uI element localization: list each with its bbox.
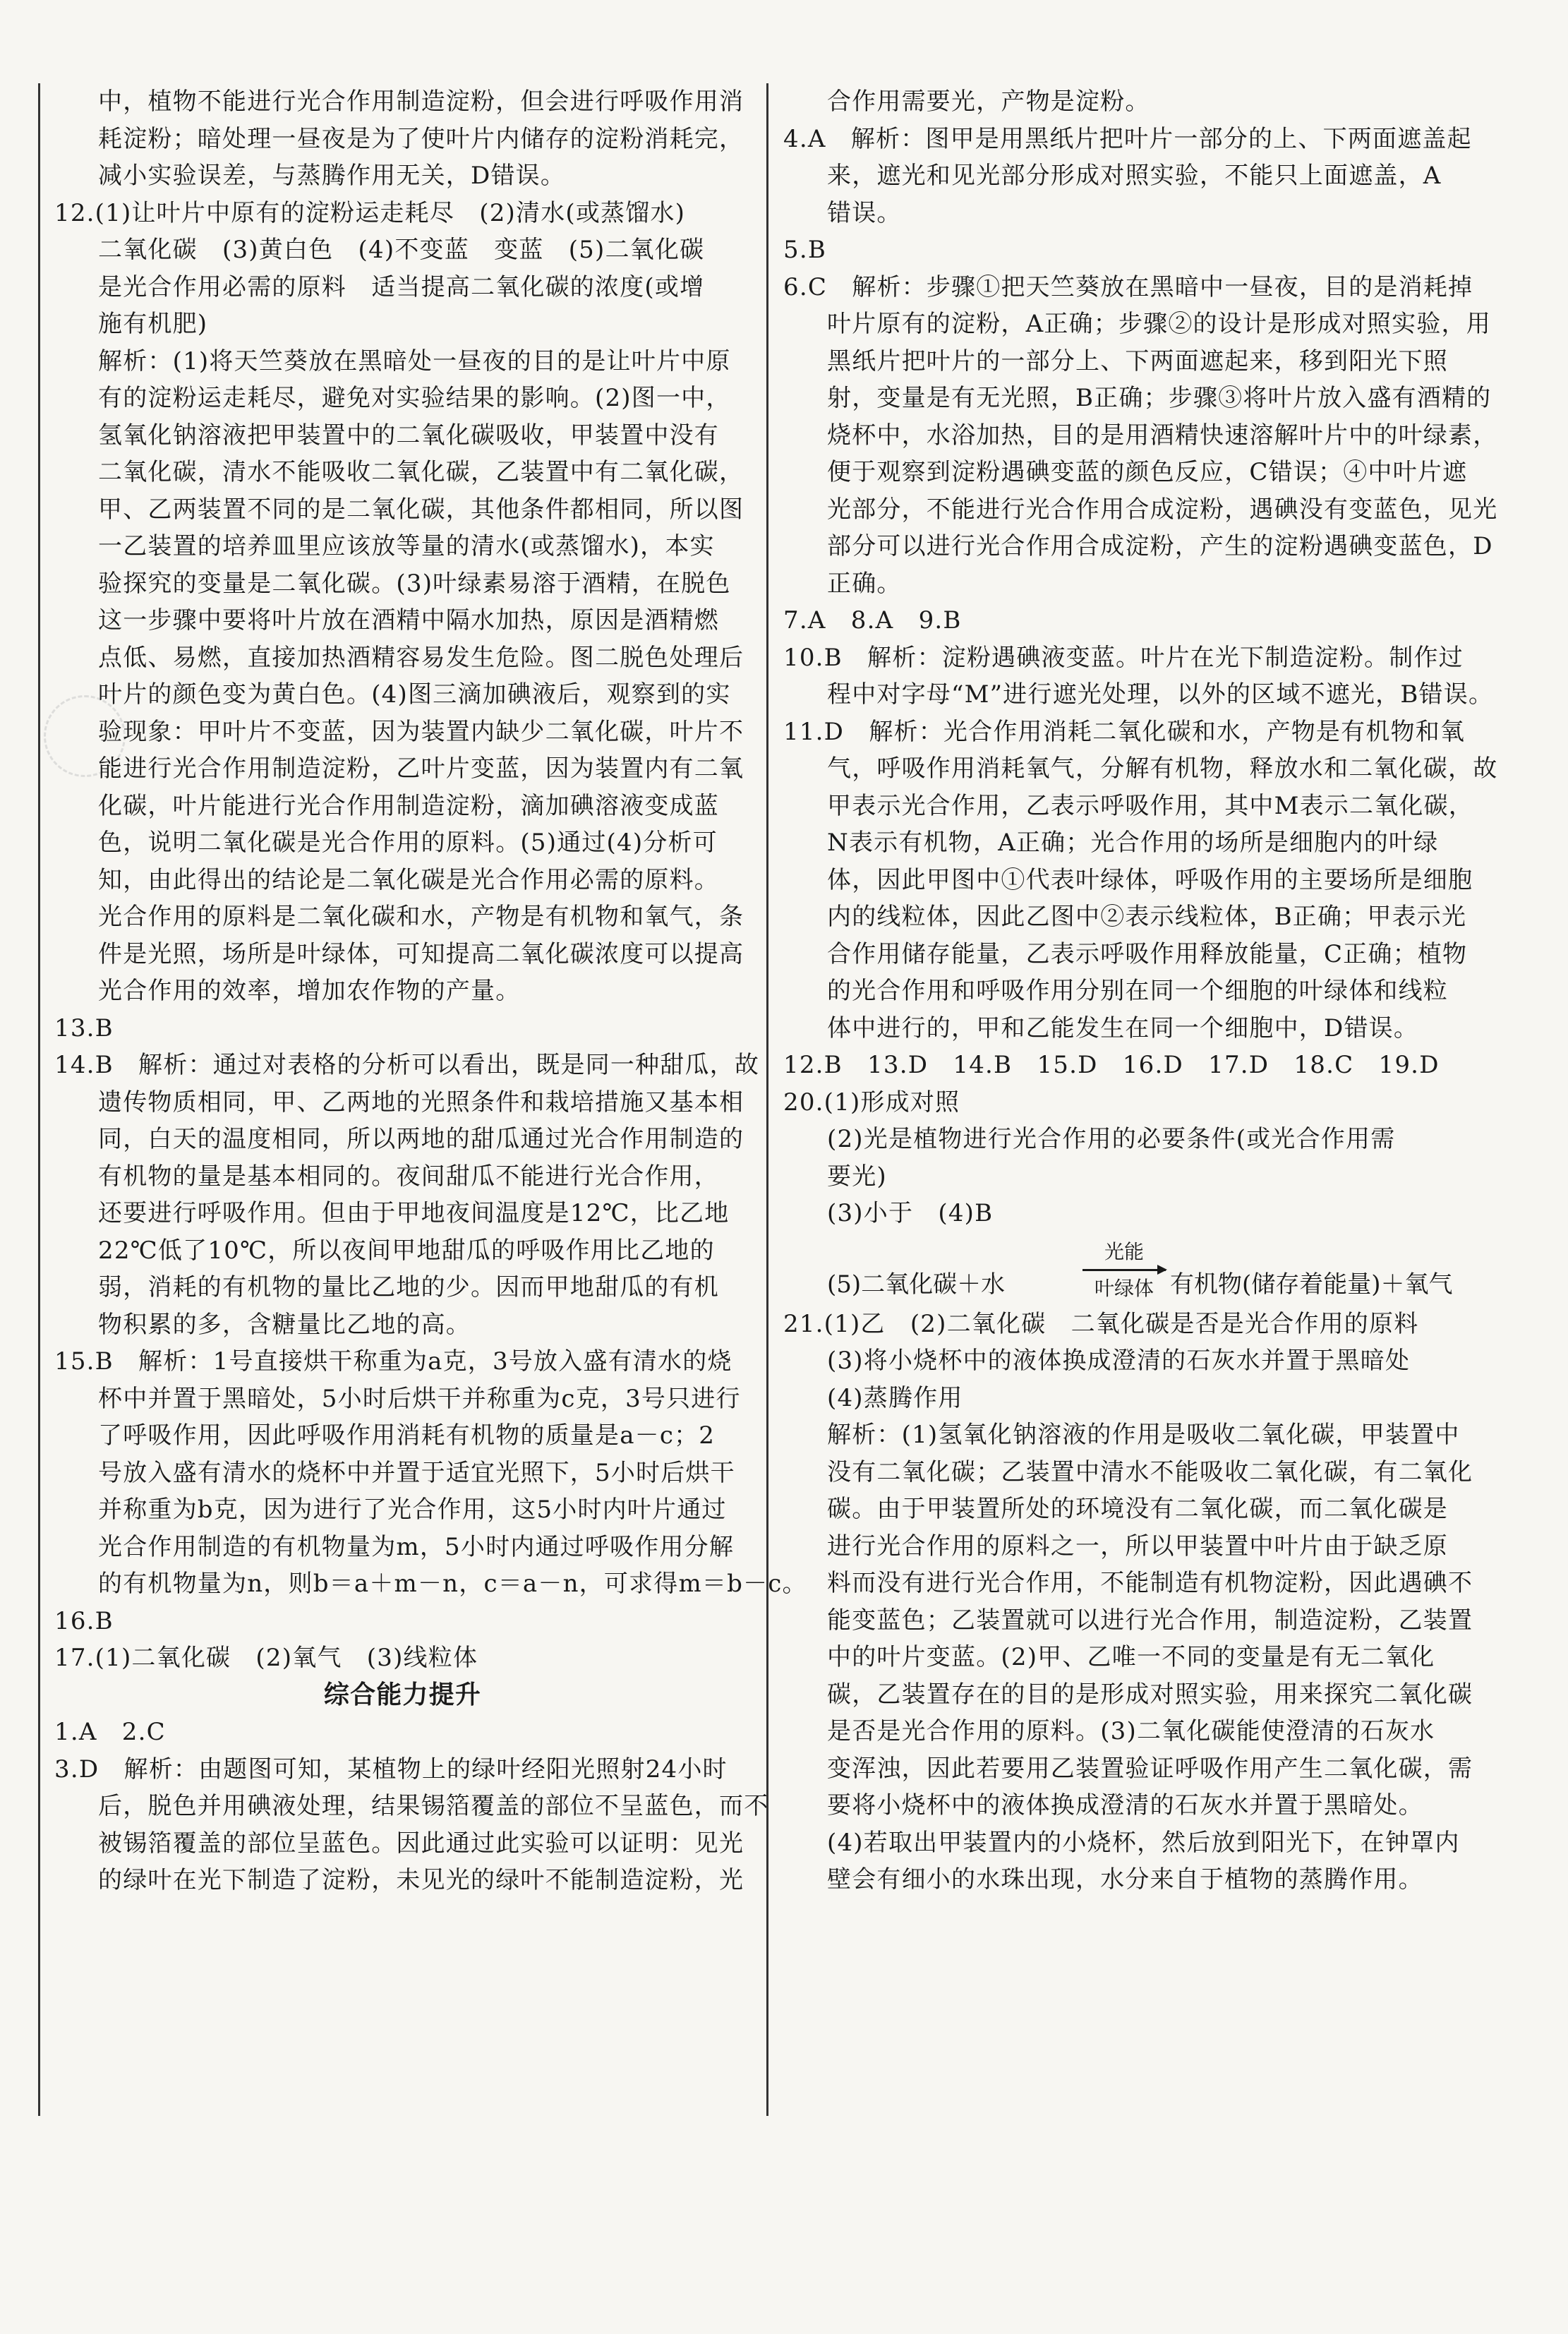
text-line: 壁会有细小的水珠出现，水分来自于植物的蒸腾作用。	[827, 1865, 1423, 1894]
text-line: 光合作用的效率，增加农作物的产量。	[98, 977, 521, 1005]
text-line: 还要进行呼吸作用。但由于甲地夜间温度是12℃，比乙地	[98, 1199, 730, 1227]
answer-15: 15.B 解析：1号直接烘干称重为a克，3号放入盛有清水的烧	[54, 1347, 732, 1376]
text-line: (4)若取出甲装置内的小烧杯，然后放到阳光下，在钟罩内	[827, 1828, 1460, 1857]
text-line: 错误。	[827, 198, 902, 227]
answer-12: 12.(1)让叶片中原有的淀粉运走耗尽 (2)清水(或蒸馏水)	[54, 198, 686, 227]
text-line: 减小实验误差，与蒸腾作用无关，D错误。	[98, 162, 566, 190]
text-line: 射，变量是有无光照，B正确；步骤③将叶片放入盛有酒精的	[827, 384, 1492, 412]
text-line: 进行光合作用的原料之一，所以甲装置中叶片由于缺乏原	[827, 1532, 1448, 1560]
explanation-21: 解析：(1)氢氧化钠溶液的作用是吸收二氧化碳，甲装置中	[827, 1421, 1460, 1449]
answer-7-9: 7.A 8.A 9.B	[783, 606, 962, 634]
text-line: 验现象：甲叶片不变蓝，因为装置内缺少二氧化碳，叶片不	[98, 717, 744, 746]
text-line: 黑纸片把叶片的一部分上、下两面遮起来，移到阳光下照	[827, 347, 1448, 375]
text-line: 部分可以进行光合作用合成淀粉，产生的淀粉遇碘变蓝色，D	[827, 532, 1493, 560]
photosynthesis-equation	[783, 1232, 1489, 1306]
text-line: 要光)	[827, 1162, 887, 1191]
text-line: (4)蒸腾作用	[827, 1383, 963, 1412]
answer-10: 10.B 解析：淀粉遇碘液变蓝。叶片在光下制造淀粉。制作过	[783, 643, 1464, 672]
text-line: 是光合作用必需的原料 适当提高二氧化碳的浓度(或增	[98, 272, 705, 301]
text-line: 碳，乙装置存在的目的是形成对照实验，用来探究二氧化碳	[827, 1680, 1473, 1709]
text-line: 体，因此甲图中①代表叶绿体，呼吸作用的主要场所是细胞	[827, 865, 1473, 894]
answer-11: 11.D 解析：光合作用消耗二氧化碳和水，产物是有机物和氧	[783, 717, 1466, 746]
answer-4: 4.A 解析：图甲是用黑纸片把叶片一部分的上、下两面遮盖起	[783, 124, 1472, 153]
text-line: 来，遮光和见光部分形成对照实验，不能只上面遮盖，A	[827, 162, 1442, 190]
arrow-icon	[1082, 1269, 1166, 1271]
text-line: 程中对字母“M”进行遮光处理，以外的区域不遮光，B错误。	[827, 680, 1494, 709]
text-line: 耗淀粉；暗处理一昼夜是为了使叶片内储存的淀粉消耗完，	[98, 124, 744, 153]
text-line: 正确。	[827, 569, 902, 598]
answer-13: 13.B	[54, 1013, 114, 1042]
text-line: 变浑浊，因此若要用乙装置验证呼吸作用产生二氧化碳，需	[827, 1754, 1473, 1783]
explanation-12: 解析：(1)将天竺葵放在黑暗处一昼夜的目的是让叶片中原	[98, 347, 731, 375]
text-line: 物积累的多，含糖量比乙地的高。	[98, 1310, 471, 1339]
text-line: 体中进行的，甲和乙能发生在同一个细胞中，D错误。	[827, 1013, 1419, 1042]
text-line: 甲表示光合作用，乙表示呼吸作用，其中M表示二氧化碳，	[827, 791, 1474, 820]
equation-products: 有机物(储存着能量)＋氧气	[1170, 1270, 1453, 1299]
answer-1-2: 1.A 2.C	[54, 1718, 166, 1746]
text-line: 了呼吸作用，因此呼吸作用消耗有机物的质量是a－c；2	[98, 1421, 716, 1450]
text-line: 便于观察到淀粉遇碘变蓝的颜色反应，C错误；④中叶片遮	[827, 458, 1468, 486]
text-line: 22℃低了10℃，所以夜间甲地甜瓜的呼吸作用比乙地的	[98, 1236, 715, 1265]
answer-3: 3.D 解析：由题图可知，某植物上的绿叶经阳光照射24小时	[54, 1755, 728, 1783]
text-line: 要将小烧杯中的液体换成澄清的石灰水并置于黑暗处。	[827, 1791, 1423, 1819]
text-line: 一乙装置的培养皿里应该放等量的清水(或蒸馏水)，本实	[98, 532, 715, 560]
answer-12-19: 12.B 13.D 14.B 15.D 16.D 17.D 18.C 19.D	[783, 1051, 1440, 1079]
answer-17: 17.(1)二氧化碳 (2)氧气 (3)线粒体	[54, 1644, 478, 1672]
text-line: (3)将小烧杯中的液体换成澄清的石灰水并置于黑暗处	[827, 1347, 1411, 1375]
text-line: 氢氧化钠溶液把甲装置中的二氧化碳吸收，甲装置中没有	[98, 421, 719, 450]
text-line: 气，呼吸作用消耗氧气，分解有机物，释放水和二氧化碳，故	[827, 754, 1498, 783]
text-line: 后，脱色并用碘液处理，结果锡箔覆盖的部位不呈蓝色，而不	[98, 1792, 769, 1820]
text-line: 号放入盛有清水的烧杯中并置于适宜光照下，5小时后烘干	[98, 1458, 735, 1487]
text-line: 这一步骤中要将叶片放在酒精中隔水加热，原因是酒精燃	[98, 606, 719, 634]
text-line: 中的叶片变蓝。(2)甲、乙唯一不同的变量是有无二氧化	[827, 1643, 1435, 1671]
text-line: 能变蓝色；乙装置就可以进行光合作用，制造淀粉，乙装置	[827, 1606, 1473, 1635]
text-line: 碳。由于甲装置所处的环境没有二氧化碳，而二氧化碳是	[827, 1495, 1448, 1523]
text-line: 没有二氧化碳；乙装置中清水不能吸收二氧化碳，有二氧化	[827, 1457, 1473, 1486]
reaction-arrow	[1082, 1232, 1166, 1306]
answer-5: 5.B	[783, 236, 827, 264]
answer-21: 21.(1)乙 (2)二氧化碳 二氧化碳是否是光合作用的原料	[783, 1309, 1419, 1338]
arrow-condition-light: 光能	[1104, 1239, 1144, 1263]
section-heading: 综合能力提升	[323, 1680, 482, 1709]
text-line: 的光合作用和呼吸作用分别在同一个细胞的叶绿体和线粒	[827, 977, 1448, 1005]
text-line: 点低、易燃，直接加热酒精容易发生危险。图二脱色处理后	[98, 643, 744, 672]
equation-reactants: (5)二氧化碳＋水	[827, 1270, 1006, 1299]
text-line: 能进行光合作用制造淀粉，乙叶片变蓝，因为装置内有二氧	[98, 754, 744, 783]
text-line: 料而没有进行光合作用，不能制造有机物淀粉，因此遇碘不	[827, 1569, 1473, 1597]
text-line: 遗传物质相同，甲、乙两地的光照条件和栽培措施又基本相	[98, 1088, 744, 1117]
text-line: 光合作用制造的有机物量为m，5小时内通过呼吸作用分解	[98, 1532, 735, 1561]
text-line: 杯中并置于黑暗处，5小时后烘干并称重为c克，3号只进行	[98, 1384, 741, 1413]
text-line: 施有机肥)	[98, 310, 208, 338]
text-line: 是否是光合作用的原料。(3)二氧化碳能使澄清的石灰水	[827, 1717, 1435, 1745]
text-line: 光部分，不能进行光合作用合成淀粉，遇碘没有变蓝色，见光	[827, 495, 1498, 524]
text-line: 的有机物量为n，则b＝a＋m－n，c＝a－n，可求得m＝b－c。	[98, 1570, 807, 1598]
text-line: 有的淀粉运走耗尽，避免对实验结果的影响。(2)图一中，	[98, 384, 731, 412]
text-line: (3)小于 (4)B	[827, 1199, 994, 1227]
text-line: 被锡箔覆盖的部位呈蓝色。因此通过此实验可以证明：见光	[98, 1829, 744, 1858]
text-line: 件是光照，场所是叶绿体，可知提高二氧化碳浓度可以提高	[98, 939, 744, 968]
answer-20: 20.(1)形成对照	[783, 1088, 960, 1117]
text-line: 甲、乙两装置不同的是二氧化碳，其他条件都相同，所以图	[98, 495, 744, 524]
text-line: (2)光是植物进行光合作用的必要条件(或光合作用需	[827, 1125, 1396, 1153]
text-line: 知，由此得出的结论是二氧化碳是光合作用必需的原料。	[98, 865, 719, 894]
text-line: 同，白天的温度相同，所以两地的甜瓜通过光合作用制造的	[98, 1125, 744, 1153]
text-line: 的绿叶在光下制造了淀粉，未见光的绿叶不能制造淀粉，光	[98, 1866, 744, 1894]
text-line: 烧杯中，水浴加热，目的是用酒精快速溶解叶片中的叶绿素，	[827, 421, 1498, 450]
text-line: 内的线粒体，因此乙图中②表示线粒体，B正确；甲表示光	[827, 903, 1467, 931]
text-line: 弱，消耗的有机物的量比乙地的少。因而甲地甜瓜的有机	[98, 1273, 719, 1301]
arrow-condition-chloroplast: 叶绿体	[1094, 1276, 1154, 1300]
text-line: 色，说明二氧化碳是光合作用的原料。(5)通过(4)分析可	[98, 829, 718, 857]
answer-14: 14.B 解析：通过对表格的分析可以看出，既是同一种甜瓜，故	[54, 1051, 760, 1079]
text-line: 叶片的颜色变为黄白色。(4)图三滴加碘液后，观察到的实	[98, 680, 731, 709]
text-line: 二氧化碳，清水不能吸收二氧化碳，乙装置中有二氧化碳，	[98, 458, 744, 486]
answer-6: 6.C 解析：步骤①把天竺葵放在黑暗中一昼夜，目的是消耗掉	[783, 272, 1473, 301]
text-line: 合作用储存能量，乙表示呼吸作用释放能量，C正确；植物	[827, 939, 1468, 968]
right-column	[783, 83, 1498, 1899]
text-line: 合作用需要光，产物是淀粉。	[827, 88, 1150, 116]
text-line: 有机物的量是基本相同的。夜间甜瓜不能进行光合作用，	[98, 1162, 719, 1191]
text-line: 化碳，叶片能进行光合作用制造淀粉，滴加碘溶液变成蓝	[98, 791, 719, 820]
text-line: 验探究的变量是二氧化碳。(3)叶绿素易溶于酒精，在脱色	[98, 569, 731, 598]
answer-16: 16.B	[54, 1606, 114, 1635]
text-line: N表示有机物，A正确；光合作用的场所是细胞内的叶绿	[827, 829, 1439, 857]
text-line: 并称重为b克，因为进行了光合作用，这5小时内叶片通过	[98, 1496, 727, 1524]
text-line: 中，植物不能进行光合作用制造淀粉，但会进行呼吸作用消	[98, 88, 744, 116]
left-column	[38, 83, 807, 2116]
text-line: 叶片原有的淀粉，A正确；步骤②的设计是形成对照实验，用	[827, 310, 1491, 338]
text-line: 光合作用的原料是二氧化碳和水，产物是有机物和氧气，条	[98, 903, 744, 931]
text-line: 二氧化碳 (3)黄白色 (4)不变蓝 变蓝 (5)二氧化碳	[98, 236, 705, 264]
